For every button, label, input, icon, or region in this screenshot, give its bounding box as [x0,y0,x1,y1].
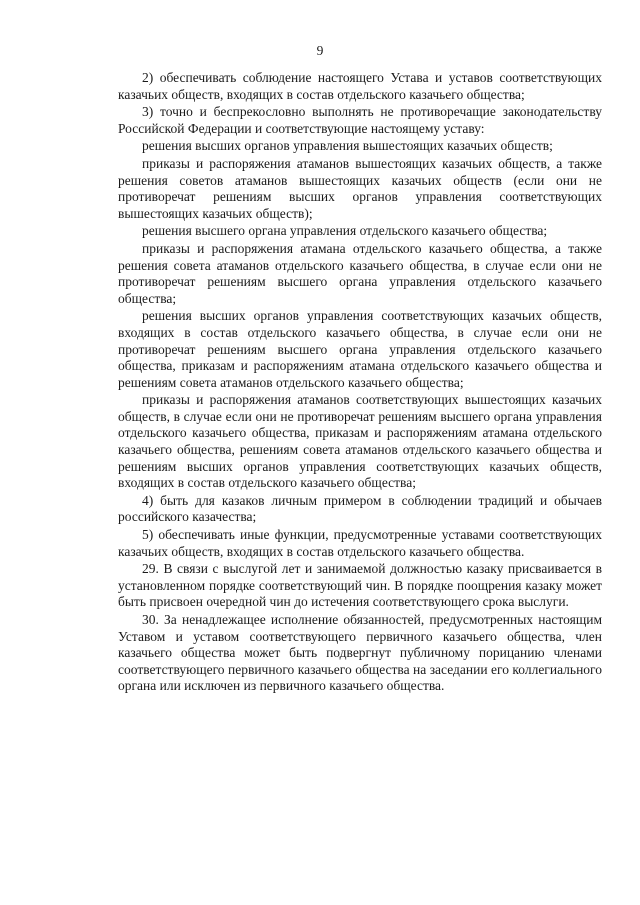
paragraph-member-atamans-orders: приказы и распоряжения атаманов соответствующих вышестоящих казачьих обществ, в случае если они не противоречат решениям высшего органа управления отдельского казачьего общества, приказам и распоряжениям атамана отдельского казачьего общества, решениям совета атаманов отдельского казачьего общества и решениям высших органов управления соответствующих казачьих обществ, входящих в состав отдельского казачьего общества; [118,392,602,491]
paragraph-otdel-supreme-body-decisions: решения высшего органа управления отдельского казачьего общества; [142,223,548,239]
page-number: 9 [316,43,324,58]
paragraph-member-societies-decisions: решения высших органов управления соответствующих казачьих обществ, входящих в состав отдельского казачьего общества, в случае если они не противоречат решениям высшего органа управления отдельского казачьего общества, приказам и распоряжениям атамана отдельского казачьего общества и решениям совета атаманов отдельского казачьего общества; [118,308,602,390]
paragraph-4-personal-example: 4) быть для казаков личным примером в соблюдении традиций и обычаев российского казачества; [118,492,602,525]
document-body [118,70,602,696]
paragraph-2-ensure-compliance: 2) обеспечивать соблюдение настоящего Устава и уставов соответствующих казачьих обществ, входящих в состав отдельского казачьего общества; [118,70,602,102]
paragraph-higher-atamans-orders: приказы и распоряжения атаманов вышестоящих казачьих обществ, а также решения советов атаманов вышестоящих казачьих обществ (если они не противоречат решениям высших органов управления соответствующих вышестоящих казачьих обществ); [118,155,602,221]
paragraph-29-rank: 29. В связи с выслугой лет и занимаемой должностью казаку присваивается в установленном порядке соответствующий чин. В порядке поощрения казаку может быть присвоен очередной чин до истечения соответствующего срока выслуги. [118,561,602,610]
paragraph-3-execute-decisions: 3) точно и беспрекословно выполнять не противоречащие законодательству Российской Федерации и соответствующие настоящему уставу: [118,104,602,136]
paragraph-higher-bodies-decisions: решения высших органов управления вышестоящих казачьих обществ; [142,138,553,154]
paragraph-5-other-functions: 5) обеспечивать иные функции, предусмотренные уставами соответствующих казачьих обществ, входящих в состав отдельского казачьего общества. [118,527,602,559]
paragraph-otdel-ataman-orders: приказы и распоряжения атамана отдельского казачьего общества, а также решения совета атаманов отдельского казачьего общества, в случае если они не противоречат решениям высшего органа управления отдельского казачьего общества; [118,240,602,306]
paragraph-30-penalties: 30. За ненадлежащее исполнение обязанностей, предусмотренных настоящим Уставом и уставом соответствующего первичного казачьего общества, член казачьего общества может быть подвергнут публичному порицанию членами соответствующего первичного казачьего общества на заседании его коллегиального органа или исключен из первичного казачьего общества. [118,612,602,694]
